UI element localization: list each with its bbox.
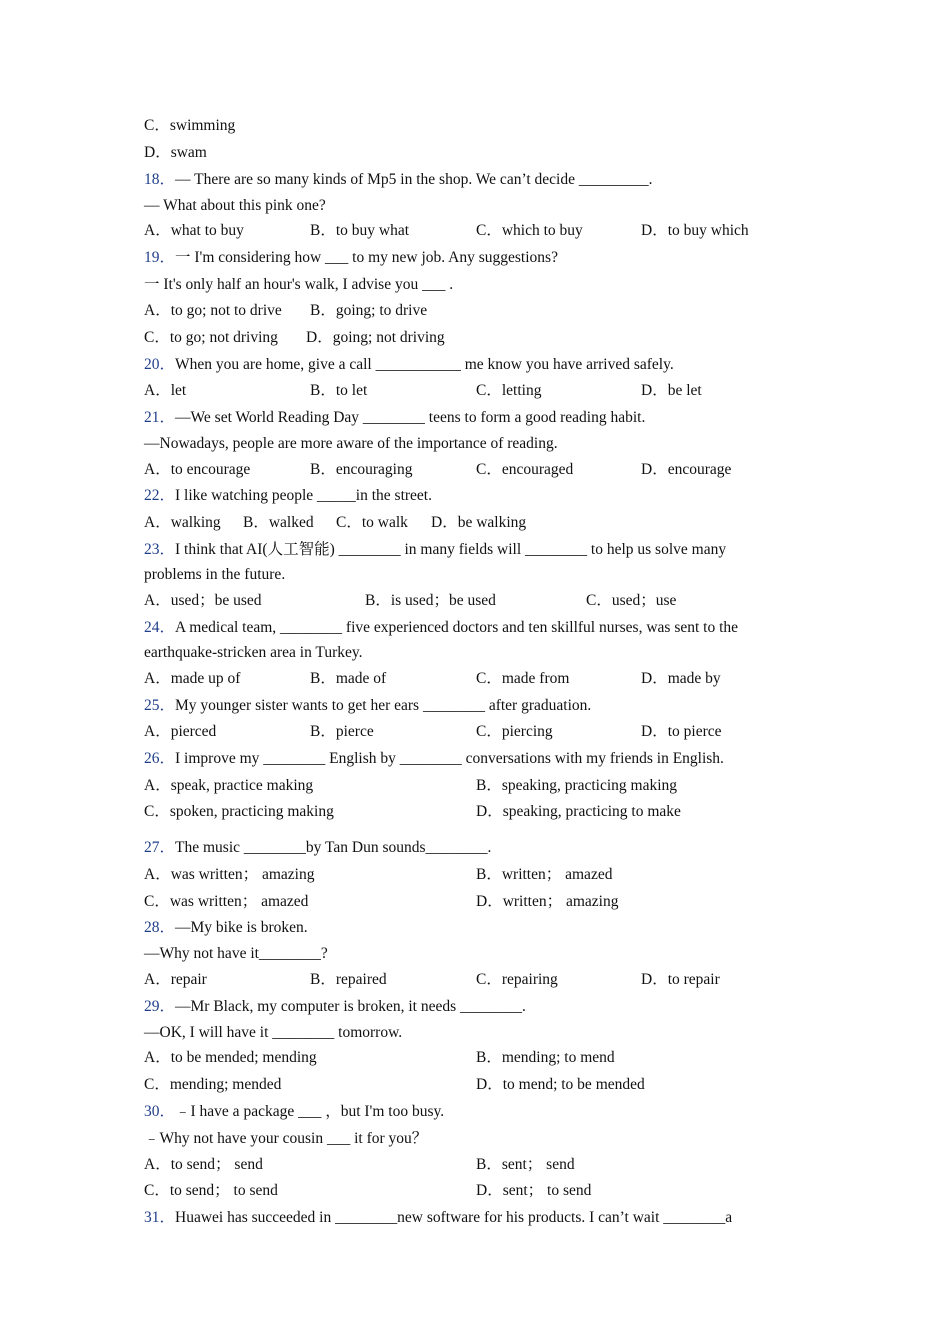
option-a: A．let: [144, 382, 187, 399]
option-c: C．to send； to send: [144, 1182, 278, 1199]
option-a: A．to encourage: [144, 461, 251, 478]
option-c: C．encouraged: [476, 461, 574, 478]
question-text: problems in the future.: [144, 566, 286, 583]
option-c: C．letting: [476, 382, 542, 399]
option-b: B．to let: [310, 382, 368, 399]
option-c: C．spoken, practicing making: [144, 803, 334, 820]
question-text: —OK, I will have it ________ tomorrow.: [144, 1024, 403, 1041]
option-a: A．to go; not to drive: [144, 302, 282, 319]
option-d: D．to mend; to be mended: [476, 1076, 645, 1093]
option-c: C．made from: [476, 670, 570, 687]
option-b: B．going; to drive: [310, 302, 428, 319]
option-b: B．pierce: [310, 723, 374, 740]
option-b: B．made of: [310, 670, 387, 687]
option-c: C．swimming: [144, 117, 236, 134]
question-22: 22．I like watching people _____in the street.: [144, 487, 432, 504]
option-a: A．was written； amazing: [144, 866, 315, 883]
option-d: D．sent； to send: [476, 1182, 592, 1199]
question-text: — What about this pink one?: [144, 197, 326, 214]
question-26: 26．I improve my ________ English by ________ conversations with my friends in English.: [144, 750, 724, 767]
option-c: C．which to buy: [476, 222, 583, 239]
option-d: D．speaking, practicing to make: [476, 803, 681, 820]
option-a: A．repair: [144, 971, 207, 988]
option-d: D．encourage: [641, 461, 732, 478]
option-c: C．used；use: [586, 592, 677, 609]
option-b: B．to buy what: [310, 222, 410, 239]
question-19: 19．一 I'm considering how ___ to my new job. Any suggestions?: [144, 249, 558, 266]
option-a: A．walking: [144, 514, 221, 531]
question-28: 28．—My bike is broken.: [144, 919, 308, 936]
question-21: 21．—We set World Reading Day ________ teens to form a good reading habit.: [144, 409, 646, 426]
option-b: B．sent； send: [476, 1156, 575, 1173]
question-30: 30．﹣I have a package ___ ，but I'm too busy.: [144, 1103, 445, 1120]
question-23: 23．I think that AI(人工智能) ________ in many fields will ________ to help us solve many: [144, 541, 727, 558]
option-a: A．made up of: [144, 670, 241, 687]
question-20: 20．When you are home, give a call ___________ me know you have arrived safely.: [144, 356, 674, 373]
question-text: —Why not have it________?: [144, 945, 328, 962]
option-a: A．to send； send: [144, 1156, 263, 1173]
option-a: A．speak, practice making: [144, 777, 314, 794]
option-d: D．be let: [641, 382, 702, 399]
option-b: B．is used；be used: [365, 592, 496, 609]
question-text: —Nowadays, people are more aware of the importance of reading.: [144, 435, 558, 452]
option-d: D．to pierce: [641, 723, 722, 740]
question-text: ﹣Why not have your cousin ___ it for you？: [144, 1130, 428, 1147]
option-d: D．to buy which: [641, 222, 749, 239]
option-b: B．encouraging: [310, 461, 413, 478]
option-d: D．made by: [641, 670, 721, 687]
option-b: B．written； amazed: [476, 866, 613, 883]
option-c: C．piercing: [476, 723, 553, 740]
option-d: D．be walking: [431, 514, 527, 531]
option-c: C．mending; mended: [144, 1076, 282, 1093]
option-a: A．what to buy: [144, 222, 244, 239]
option-d: D．going; not driving: [306, 329, 445, 346]
option-d: D．to repair: [641, 971, 720, 988]
option-b: B．walked: [243, 514, 314, 531]
option-c: C．to go; not driving: [144, 329, 278, 346]
option-c: C．repairing: [476, 971, 558, 988]
option-c: C．to walk: [336, 514, 408, 531]
question-24: 24．A medical team, ________ five experienced doctors and ten skillful nurses, was sent to the: [144, 619, 739, 636]
option-c: C．was written； amazed: [144, 893, 309, 910]
question-27: 27．The music ________by Tan Dun sounds________.: [144, 839, 492, 856]
option-b: B．mending; to mend: [476, 1049, 615, 1066]
option-a: A．to be mended; mending: [144, 1049, 317, 1066]
question-text: earthquake-stricken area in Turkey.: [144, 644, 363, 661]
question-31: 31．Huawei has succeeded in ________new software for his products. I can’t wait ________a: [144, 1209, 733, 1226]
option-a: A．pierced: [144, 723, 217, 740]
option-b: B．repaired: [310, 971, 387, 988]
option-b: B．speaking, practicing making: [476, 777, 678, 794]
question-25: 25．My younger sister wants to get her ears ________ after graduation.: [144, 697, 592, 714]
question-29: 29．—Mr Black, my computer is broken, it needs ________.: [144, 998, 526, 1015]
option-d: D．swam: [144, 144, 207, 161]
option-a: A．used；be used: [144, 592, 262, 609]
option-d: D．written； amazing: [476, 893, 619, 910]
question-18: 18．— There are so many kinds of Mp5 in the shop. We can’t decide _________.: [144, 171, 653, 188]
question-text: 一 It's only half an hour's walk, I advise you ___ .: [144, 276, 454, 293]
